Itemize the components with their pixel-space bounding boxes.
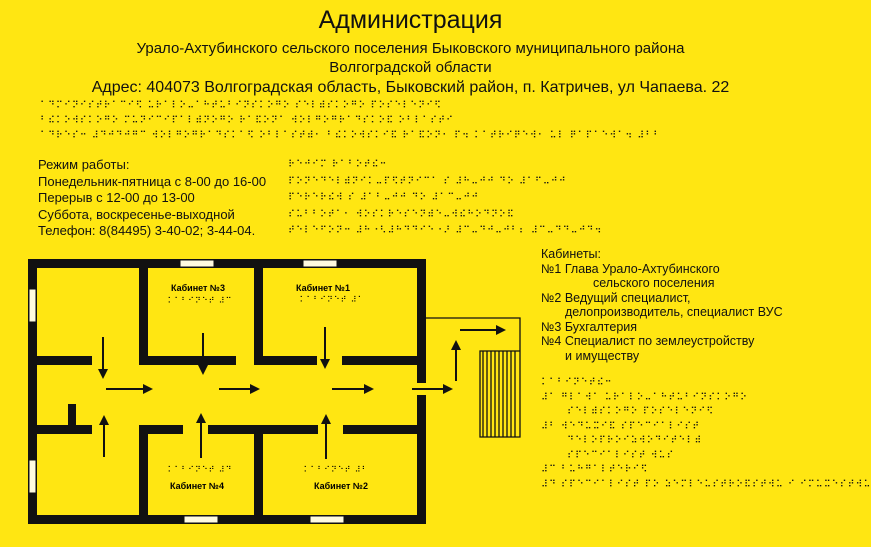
cabinets-heading: Кабинеты: bbox=[541, 247, 601, 261]
room-braille-3: ⠅⠁⠃⠊⠝⠑⠞ ⠼⠉ bbox=[167, 296, 233, 305]
braille-header-2: ⠃⠮⠅⠕⠺⠎⠅⠕⠛⠕ ⠍⠥⠝⠊⠉⠊⠏⠁⠇⠾⠝⠕⠛⠕ ⠗⠁⠯⠕⠝⠁ ⠺⠕⠇⠛⠕⠛⠗⠁⠙⠎⠅⠕⠯ ⠕⠃⠇⠁⠎⠞⠊ bbox=[40, 115, 454, 126]
hours-break: Перерыв с 12-00 до 13-00 bbox=[38, 190, 195, 205]
cabinet-4-line: №4 Специалист по землеустройству bbox=[541, 334, 755, 348]
braille-cab-3: ⠎⠑⠇⠾⠎⠅⠕⠛⠕ ⠏⠕⠎⠑⠇⠑⠝⠊⠫ bbox=[567, 406, 715, 417]
cabinet-2-line: №2 Ведущий специалист, bbox=[541, 290, 691, 305]
braille-header-3: ⠁⠙⠗⠑⠎⠒ ⠼⠙⠚⠙⠚⠛⠉ ⠺⠕⠇⠛⠕⠛⠗⠁⠙⠎⠅⠁⠫ ⠕⠃⠇⠁⠎⠞⠾⠂ ⠃⠮⠅⠕⠺⠎⠅⠊⠯ ⠗⠁⠯⠕⠝⠂ ⠏⠲ ⠅⠁⠞⠗⠊⠟⠑⠺⠂ ⠥⠇ ⠟⠁⠏⠁⠑⠺⠁⠲ ⠼⠃⠃ bbox=[40, 130, 662, 141]
braille-cab-8: ⠼⠙ ⠎⠏⠑⠉⠊⠁⠇⠊⠎⠞ ⠏⠕ ⠵⠑⠍⠇⠑⠥⠎⠞⠗⠕⠯⠎⠞⠺⠥ ⠊ ⠊⠍⠥⠭⠑⠎⠞⠺⠥ bbox=[541, 478, 871, 490]
braille-cab-4: ⠼⠃ ⠺⠑⠙⠥⠭⠊⠯ ⠎⠏⠑⠉⠊⠁⠇⠊⠎⠞ bbox=[541, 420, 701, 432]
braille-cab-6: ⠎⠏⠑⠉⠊⠁⠇⠊⠎⠞ ⠺⠥⠎ bbox=[567, 449, 675, 461]
page-title: Администрация bbox=[318, 6, 503, 34]
subtitle-line-2: Волгоградской области bbox=[329, 59, 492, 76]
room-label-3: Кабинет №3 bbox=[171, 283, 225, 293]
braille-hours-3: ⠏⠑⠗⠑⠗⠮⠺ ⠎ ⠼⠁⠃⠤⠚⠚ ⠙⠕ ⠼⠁⠉⠤⠚⠚ bbox=[288, 192, 480, 203]
room-label-4: Кабинет №4 bbox=[170, 481, 224, 491]
braille-hours-2: ⠏⠕⠝⠑⠙⠑⠇⠾⠝⠊⠅⠤⠏⠫⠞⠝⠊⠉⠁ ⠎ ⠼⠓⠤⠚⠚ ⠙⠕ ⠼⠁⠋⠤⠚⠚ bbox=[288, 175, 567, 187]
braille-hours-1: ⠗⠑⠚⠊⠍ ⠗⠁⠃⠕⠞⠮⠒ bbox=[288, 159, 388, 170]
cabinet-4-line-cont: и имуществу bbox=[565, 348, 640, 363]
cabinet-2-line-cont: делопроизводитель, специалист ВУС bbox=[565, 305, 783, 319]
room-braille-4: ⠅⠁⠃⠊⠝⠑⠞ ⠼⠙ bbox=[167, 465, 233, 474]
route-arrows bbox=[103, 327, 504, 459]
cabinet-3-line: №3 Бухгалтерия bbox=[541, 319, 638, 334]
cabinet-1-line: №1 Глава Урало-Ахтубинского bbox=[541, 261, 720, 276]
hours-phone: Телефон: 8(84495) 3-40-02; 3-44-04. bbox=[38, 223, 256, 238]
cabinet-1-line-cont: сельского поселения bbox=[593, 276, 715, 290]
hours-weekdays: Понедельник-пятница с 8-00 до 16-00 bbox=[38, 173, 267, 189]
room-braille-1: ⠅⠁⠃⠊⠝⠑⠞ ⠼⠁ bbox=[299, 295, 365, 304]
room-braille-2: ⠅⠁⠃⠊⠝⠑⠞ ⠼⠃ bbox=[303, 465, 369, 474]
braille-hours-4: ⠎⠥⠃⠃⠕⠞⠁⠂ ⠺⠕⠎⠅⠗⠑⠎⠑⠝⠾⠑⠤⠺⠮⠓⠕⠙⠝⠕⠯ bbox=[288, 208, 515, 220]
hours-weekend: Суббота, воскресенье-выходной bbox=[38, 206, 235, 222]
braille-hours-5: ⠞⠑⠇⠑⠋⠕⠝⠒ ⠼⠓⠐⠣⠼⠓⠙⠙⠊⠑⠐⠜ ⠼⠉⠤⠙⠚⠤⠚⠃⠆ ⠼⠉⠤⠙⠙⠤⠚⠙⠲ bbox=[288, 225, 603, 236]
braille-header-1: ⠁⠙⠍⠊⠝⠊⠎⠞⠗⠁⠉⠊⠫ ⠥⠗⠁⠇⠕⠤⠁⠓⠞⠥⠃⠊⠝⠎⠅⠕⠛⠕ ⠎⠑⠇⠾⠎⠅⠕⠛⠕ ⠏⠕⠎⠑⠇⠑⠝⠊⠫ bbox=[40, 100, 443, 111]
braille-cab-1: ⠅⠁⠃⠊⠝⠑⠞⠮⠒ bbox=[541, 377, 613, 388]
braille-cab-5: ⠙⠑⠇⠕⠏⠗⠕⠊⠵⠺⠕⠙⠊⠞⠑⠇⠾ bbox=[567, 435, 703, 446]
room-label-1: Кабинет №1 bbox=[296, 283, 350, 293]
subtitle-line-1: Урало-Ахтубинского сельского поселения Быковского муниципального района bbox=[136, 40, 685, 57]
porch-stairs bbox=[426, 318, 520, 437]
braille-cab-7: ⠼⠉ ⠃⠥⠓⠛⠁⠇⠞⠑⠗⠊⠫ bbox=[541, 464, 649, 475]
hours-heading: Режим работы: bbox=[38, 157, 130, 172]
braille-cab-2: ⠼⠁ ⠛⠇⠁⠺⠁ ⠥⠗⠁⠇⠕⠤⠁⠓⠞⠥⠃⠊⠝⠎⠅⠕⠛⠕ bbox=[541, 391, 748, 403]
address: Адрес: 404073 Волгоградская область, Быковский район, п. Катричев, ул Чапаева. 22 bbox=[91, 79, 730, 96]
room-label-2: Кабинет №2 bbox=[314, 481, 368, 491]
